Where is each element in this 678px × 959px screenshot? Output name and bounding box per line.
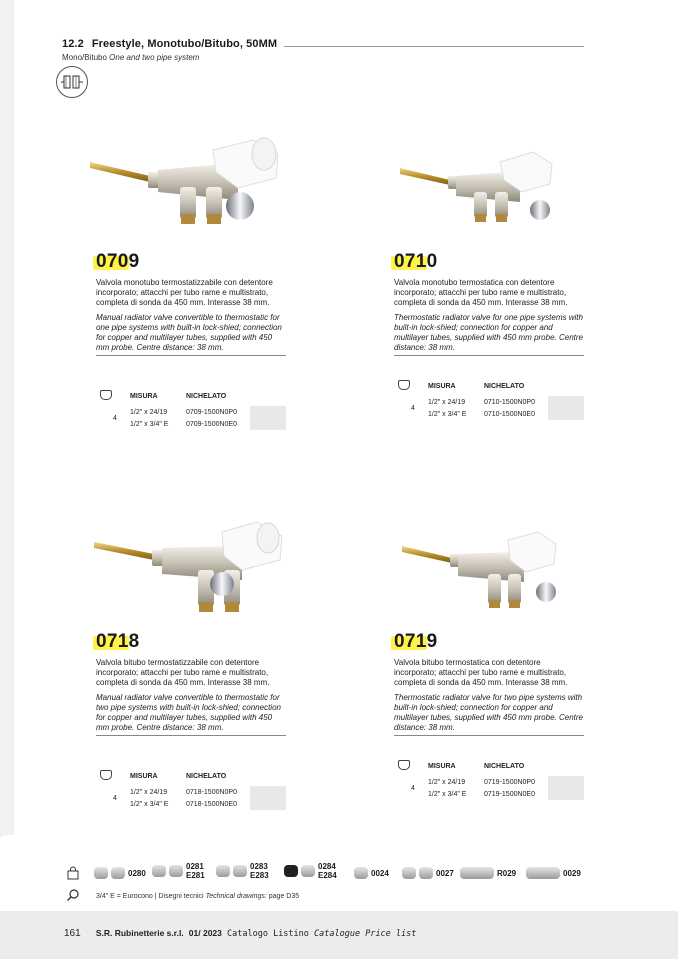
accessory-0024 [354,867,389,879]
valve-icon [398,756,428,776]
accessory-0027 [402,867,454,879]
ref: 0710-1500N0P0 [484,398,535,406]
valve-icon [100,386,130,406]
pack-qty: 4 [113,794,117,802]
catalog-en: Catalogue Price list [314,929,417,939]
accessory-label: 0283 E283 [250,862,269,880]
divider [394,355,584,356]
table-row [100,786,286,798]
size: 1/2" x 3/4" E [130,800,169,808]
spec-table-0710 [398,376,584,420]
product-0709 [96,252,286,356]
description-en: Thermostatic radiator valve for two pipe systems with built-in lock-shied; connection for copper and multilayer tubes, supplied with 450 mm probe. Centre distance: 38 mm. [394,692,583,733]
col-nichelato: NICHELATO [186,392,227,400]
product-code-text: 0719 [394,631,438,652]
subtitle-en: One and two pipe system [109,53,200,62]
divider [394,735,584,736]
valve-image-0709 [88,132,283,237]
table-row [398,396,584,408]
ref: 0719-1500N0P0 [484,778,535,786]
valve-icon [398,376,428,396]
accessory-0283 [216,862,269,880]
price-cell [548,776,584,800]
spec-table-0709 [100,386,286,430]
accessory-label: 0281 E281 [186,862,205,880]
ref: 0718-1500N0P0 [186,788,237,796]
accessory-label: 0280 [128,868,146,878]
accessory-label: 0284 E284 [318,862,337,880]
size: 1/2" x 24/19 [428,778,466,786]
col-misura: MISURA [130,392,158,400]
note-text: 3/4" E = Eurocono | Disegni tecnici [96,893,204,900]
price-cell [548,396,584,420]
valve-image-0718 [92,518,287,623]
accessory-label: 0027 [436,868,454,878]
technical-note [96,893,299,900]
subtitle-it: Mono/Bitubo [62,53,107,62]
catalog-it: Catalogo Listino [227,929,309,939]
size: 1/2" x 24/19 [428,398,466,406]
table-row [100,406,286,418]
valve-icon [100,766,130,786]
size: 1/2" x 24/19 [130,788,168,796]
size: 1/2" x 3/4" E [130,420,169,428]
section-name: Freestyle, Monotubo/Bitubo, 50MM [91,38,278,50]
product-0718 [96,632,286,736]
accessory-label: R029 [497,868,517,878]
section-number: 12.2 [62,38,84,50]
valve-image-0710 [398,148,558,235]
product-code [96,252,139,272]
col-misura: MISURA [130,772,158,780]
size: 1/2" x 3/4" E [428,410,467,418]
divider [96,355,286,356]
footer [64,928,416,939]
company-name: S.R. Rubinetterie s.r.l. [95,928,184,938]
description-it: Valvola monotubo termostatizzabile con detentore incorporato; attacchi per tubo rame e multistrato, completa di sonda da 450 mm. Interasse 38 mm. [96,278,273,308]
ref: 0710-1500N0E0 [484,410,535,418]
note-link: page D35 [268,893,300,900]
accessory-0284 [284,862,337,880]
ref: 0709-1500N0E0 [186,420,237,428]
product-0719 [394,632,584,736]
col-misura: MISURA [428,762,456,770]
description-it: Valvola bitubo termostatica con detentore incorporato; attacchi per tubo rame e multistrato, completa di sonda da 450 mm. Interasse 38 mm. [394,658,568,688]
product-code [394,252,437,272]
price-cell [250,406,286,430]
size: 1/2" x 3/4" E [428,790,467,798]
accessories-strip [66,862,586,892]
col-nichelato: NICHELATO [484,762,525,770]
valve-image-0719 [400,530,560,621]
pack-qty: 4 [411,784,415,792]
accessory-0281 [152,862,205,880]
size: 1/2" x 24/19 [130,408,168,416]
product-code-text: 0709 [96,251,140,272]
product-code [96,632,139,652]
section-subtitle [62,53,586,62]
spec-table-0718 [100,766,286,810]
accessory-0280 [94,867,146,879]
col-misura: MISURA [428,382,456,390]
pack-qty: 4 [411,404,415,412]
left-margin-band [0,0,14,835]
description-it: Valvola monotubo termostatica con detentore incorporato; attacchi per tubo rame e multistrato, completa di sonda da 450 mm. Interasse 38 mm. [394,278,568,308]
price-cell [250,786,286,810]
ref: 0709-1500N0P0 [186,408,237,416]
page-number: 161 [64,928,81,939]
product-code [394,632,437,652]
edition-date: 01/ 2023 [188,928,222,938]
product-code-text: 0710 [394,251,438,272]
col-nichelato: NICHELATO [186,772,227,780]
pack-qty: 4 [113,414,117,422]
ref: 0718-1500N0E0 [186,800,237,808]
product-0710 [394,252,584,356]
accessory-label: 0024 [371,868,389,878]
header-rule [284,46,584,47]
magnifier-icon [66,888,80,907]
product-code-text: 0718 [96,631,140,652]
divider [96,735,286,736]
note-italic: Technical drawings: [205,893,267,900]
section-title [62,38,586,50]
description-it: Valvola bitubo termostatizzabile con detentore incorporato; attacchi per tubo rame e multistrato, completa di sonda da 450 mm. Interasse 38 mm. [96,658,270,688]
section-header [62,38,586,62]
col-nichelato: NICHELATO [484,382,525,390]
description-en: Thermostatic radiator valve for one pipe systems with built-in lock-shied; connection for copper and multilayer tubes, supplied with 450 mm probe. Centre distance: 38 mm. [394,312,583,353]
ref: 0719-1500N0E0 [484,790,535,798]
system-icon [56,66,88,98]
description-en: Manual radiator valve convertible to thermostatic for one pipe systems with built-in lock-shied; connection for copper and multilayer tubes, supplied with 450 mm probe. Centre distance: 38 mm. [96,312,282,353]
table-row [398,776,584,788]
description-en: Manual radiator valve convertible to thermostatic for two pipe systems with built-in lock-shied; connection for copper and multilayer tubes, supplied with 450 mm probe. Centre distance: 38 mm. [96,692,281,733]
accessory-R029 [460,867,516,879]
accessory-label: 0029 [563,868,581,878]
accessory-0029 [526,867,581,879]
spec-table-0719 [398,756,584,800]
